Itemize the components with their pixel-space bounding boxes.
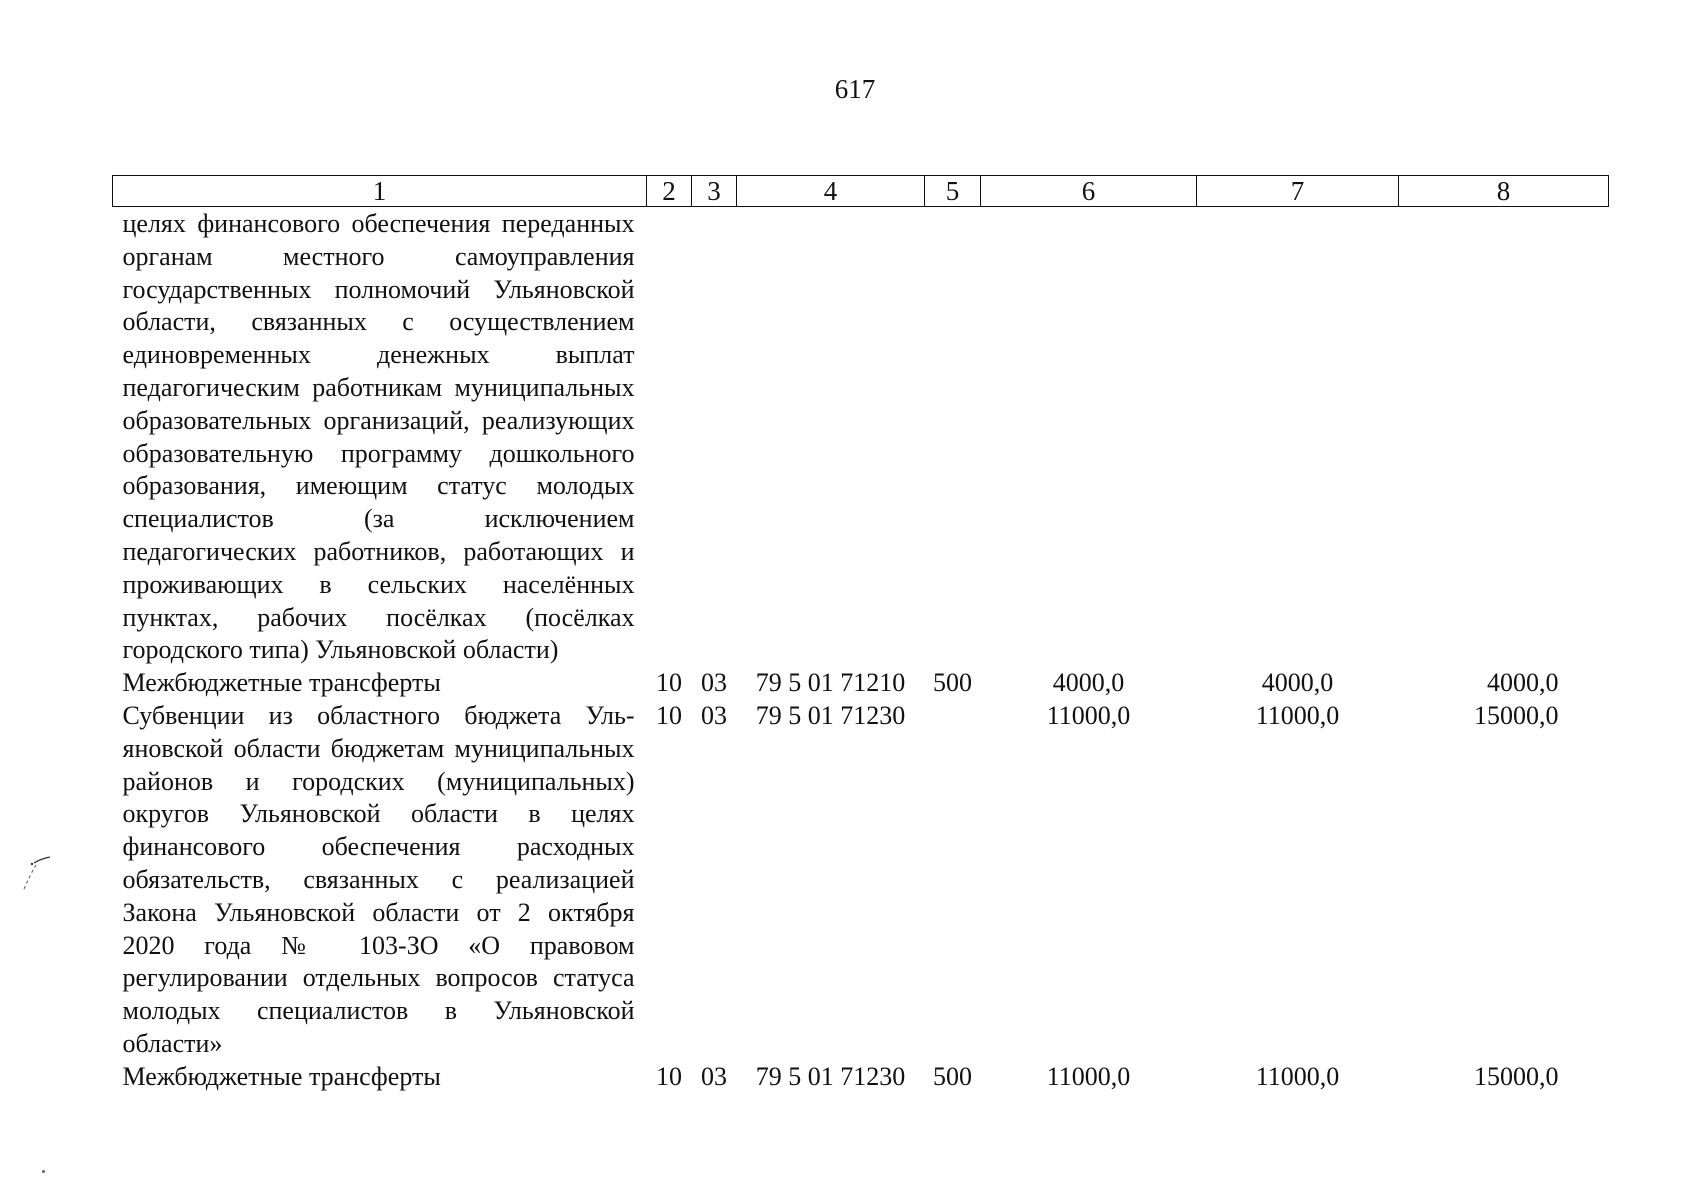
table-row [113,700,1609,1061]
row-subsection: 03 [701,700,727,730]
row-description: Субвенции из областного бюджета Ульяновской области бюджетам муниципальных районов и городских (муниципальных) округов Ульяновской области в целях финансового обеспечения расходных обязательств, связанных с реализацией Закона Ульяновской области от 2 октября 2020 года № 103-ЗО «О правовом регулировании отдельных вопросов статуса молодых специалистов в Ульяновской области» [122,700,635,1058]
row-target-code: 79 5 01 71210 [755,668,906,698]
table-header-row [113,176,1609,207]
row-amount-6: 11000,0 [1046,1061,1131,1091]
row-expense-type [925,700,981,1061]
row-description: Межбюджетные трансферты [122,1061,441,1091]
row-target-code: 79 5 01 71230 [755,700,906,730]
row-description: Межбюджетные трансферты [122,668,441,698]
scan-dot [42,1170,45,1173]
row-description: целях финансового обеспечения переданных органам местного самоуправления государственных полномочий Ульяновской области, связанных с осуществлением единовременных денежных выплат педагогическим работникам муниципальных образовательных организаций, реализующих образовательную программу дошкольного образования, имеющим статус молодых специалистов (за исключением педагогических работников, работающих и проживающих в сельских населённых пунктах, рабочих посёлках (посёлках городского типа) Ульяновской области) [122,209,635,665]
table-row [113,207,1609,668]
row-amount-6: 11000,0 [1046,700,1131,730]
row-section [647,207,692,668]
column-header-3: 3 [692,176,737,207]
row-amount-8: 15000,0 [1474,1061,1559,1091]
column-header-2: 2 [647,176,692,207]
row-amount-7: 11000,0 [1255,700,1340,730]
column-header-5: 5 [925,176,981,207]
pen-mark-icon [20,855,52,895]
row-section: 10 [656,1061,682,1091]
row-amount-8: 4000,0 [1487,668,1559,698]
column-header-1: 1 [113,176,647,207]
row-amount-8: 15000,0 [1474,700,1559,730]
column-header-4: 4 [737,176,925,207]
row-amount-7: 11000,0 [1255,1061,1340,1091]
row-target-code: 79 5 01 71230 [755,1061,906,1091]
row-amount-6: 4000,0 [1052,668,1125,698]
column-header-6: 6 [981,176,1197,207]
table-row [113,667,1609,700]
row-expense-type [925,207,981,668]
column-header-7: 7 [1197,176,1399,207]
row-section: 10 [656,700,682,730]
page-number: 617 [834,74,876,104]
row-amount-7 [1197,207,1399,668]
table-row [113,1061,1609,1094]
row-subsection [692,207,737,668]
row-amount-6 [981,207,1197,668]
row-subsection: 03 [701,1061,727,1091]
row-target-code [737,207,925,668]
row-amount-8 [1399,207,1609,668]
budget-table [112,175,1609,1094]
row-expense-type: 500 [933,668,972,698]
row-expense-type: 500 [933,1061,972,1091]
row-amount-7: 4000,0 [1261,668,1334,698]
row-section: 10 [656,668,682,698]
column-header-8: 8 [1399,176,1609,207]
row-subsection: 03 [701,668,727,698]
